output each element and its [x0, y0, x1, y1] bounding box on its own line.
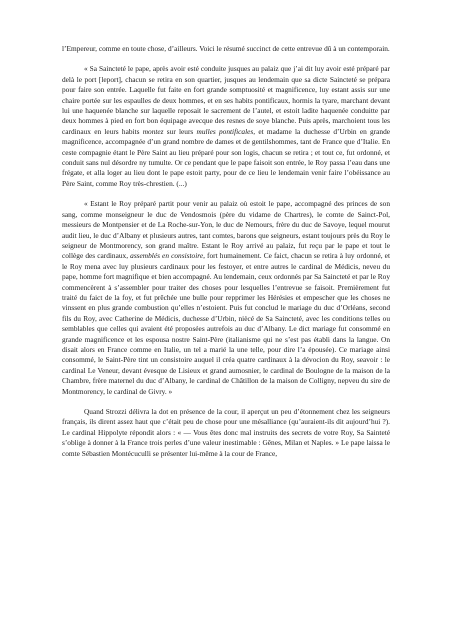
- text-run: , fort humainement. Ce faict, chacun se retira à luy ordonné, et le Roy mena avec luy plusieurs cardinaux pour les festoyer, et entre autres le cardinal de Médicis, neveu du pape, homme fort magnifique et bien accompagné. Au lendemain, ceux ordonnés par Sa Saincteté et par le Roy commencèrent à s’assembler pour traiter des choses pour lesquelles l’entrevue se faisoit. Premièrement fut traité du faict de la foy, et fut prêchée une bulle pour repprimer les Hérésies et empescher que les choses ne vinssent en plus grande combustion qu’elles n’estoient. Puis fut conclud le mariage du duc d’Orléans, second fils du Roy, avec Catherine de Médicis, duchesse d’Urbin, niècé de Sa Saincteté, avec les conditions telles ou semblables que celles qui avaient été proposées autrefois au duc d’Albany. Le dict mariage fut consommé en grande magnificence et les espousa nostre Saint-Père (italianisme qui ne s’est pas établi dans la langue. On disait alors en France comme en Italie, un tel a marié la une telle, pour dire l’a épousée). Ce mariage ainsi consommé, le Saint-Père tint un consistoire auquel il créa quatre cardinaux à la dévocion du Roy, seavoir : le cardinal Le Veneur, devant évesque de Lisieux et grand aumosnier, le cardinal de Boulogne de la maison de la Chambre, frère maternel du duc d’Albany, le cardinal de Châtillon de la maison de Colligny, nepveu du sire de Montmorency, le cardinal de Givry. »: [62, 251, 390, 396]
- text-run: , et madame la duchesse d’Urbin en grande magnificence, accompagnée d’un grand nombre de dames et de gentilshommes, tant de France que d’Italie. En ceste compagnie étant le Père Saint au lieu préparé pour son logis, chacun se retira ; et tout ce, fut ordonné, et conduit sans nul désordre ny tumulte. Or ce pendant que le pape faisoit son entrée, le Roy passa l’eau dans une frégate, et alla loger au lieu dont le pape estoit party, pour de ce lieu le lendemain venir faire l’obéissance au Père Saint, comme Roy très-chrestien. (...): [62, 126, 391, 188]
- paragraph-quote-meeting: [62, 199, 390, 397]
- italic-text-run: assemblés en consistoire: [130, 251, 204, 261]
- text-run: l’Empereur, comme en toute chose, d’ailleurs. Voici le résumé succinct de cette entrevue dû à un contemporain.: [62, 44, 390, 53]
- text-run: « Estant le Roy préparé partit pour venir au palaiz où estoit le pape, accompagné des princes de son sang, comme monseigneur le duc de Vendosmois (père du vidame de Chartres), le comte de Sainct-Pol, messieurs de Montpensier et de La Roche-sur-Yon, le duc de Nemours, frère du duc de Savoye, lequel mourut audit lieu, le duc d’Albany et plusieurs autres, tant comtes, barons que seigneurs, estant toujours près du Roy le seigneur de Montmorency, son grand maître. Estant le Roy arrivé au palaiz, fut reçu par le pape et tout le collège des cardinaux,: [62, 199, 390, 261]
- italic-text-run: montez: [142, 126, 164, 136]
- paragraph-quote-entry: [62, 64, 390, 189]
- text-run: Quand Strozzi délivra la dot en présence de la cour, il aperçut un peu d’étonnement chez les seigneurs français, ils dirent assez haut que c’était peu de chose pour une mésalliance (qu’auraient-ils dit aujourd’hui ?). Le cardinal Hippolyte répondit alors : « — Vous êtes donc mal instruits des secrets de votre Roy, Sa Sainteté s’oblige à donner à la France trois perles d’une valeur inestimable : Gênes, Milan et Naples. » Le pape laissa le comte Sébastien Montécuculli se présenter lui-même à la cour de France,: [62, 407, 390, 458]
- text-run: « Sa Saincteté le pape, après avoir esté conduite jusques au palaiz que j’ai dit luy avoir esté préparé par delà le port [leport], chacun se retira en son quartier, jusques au lendemain que sa dicte Saincteté se prépara pour faire son entrée. Laquelle fut faite en fort grande somptuosité et magnificence, luy estant assis sur une chaire portée sur les espaulles de deux hommes, et en ses habits pontificaux, hormis la tyare, marchant devant lui une haquenée blanche sur laquelle reposait le sacrement de l’autel, et estoit ladite haquenée conduitte par deux hommes à pied en fort bon équipage avecque des resnes de soye blanche. Puis après, marchoient tous les cardinaux en leurs habits: [62, 64, 390, 136]
- italic-text-run: mulles pontificales: [196, 126, 254, 136]
- paragraph-intro: [62, 44, 390, 54]
- text-run: sur leurs: [163, 126, 197, 136]
- paragraph-closing: [62, 407, 390, 459]
